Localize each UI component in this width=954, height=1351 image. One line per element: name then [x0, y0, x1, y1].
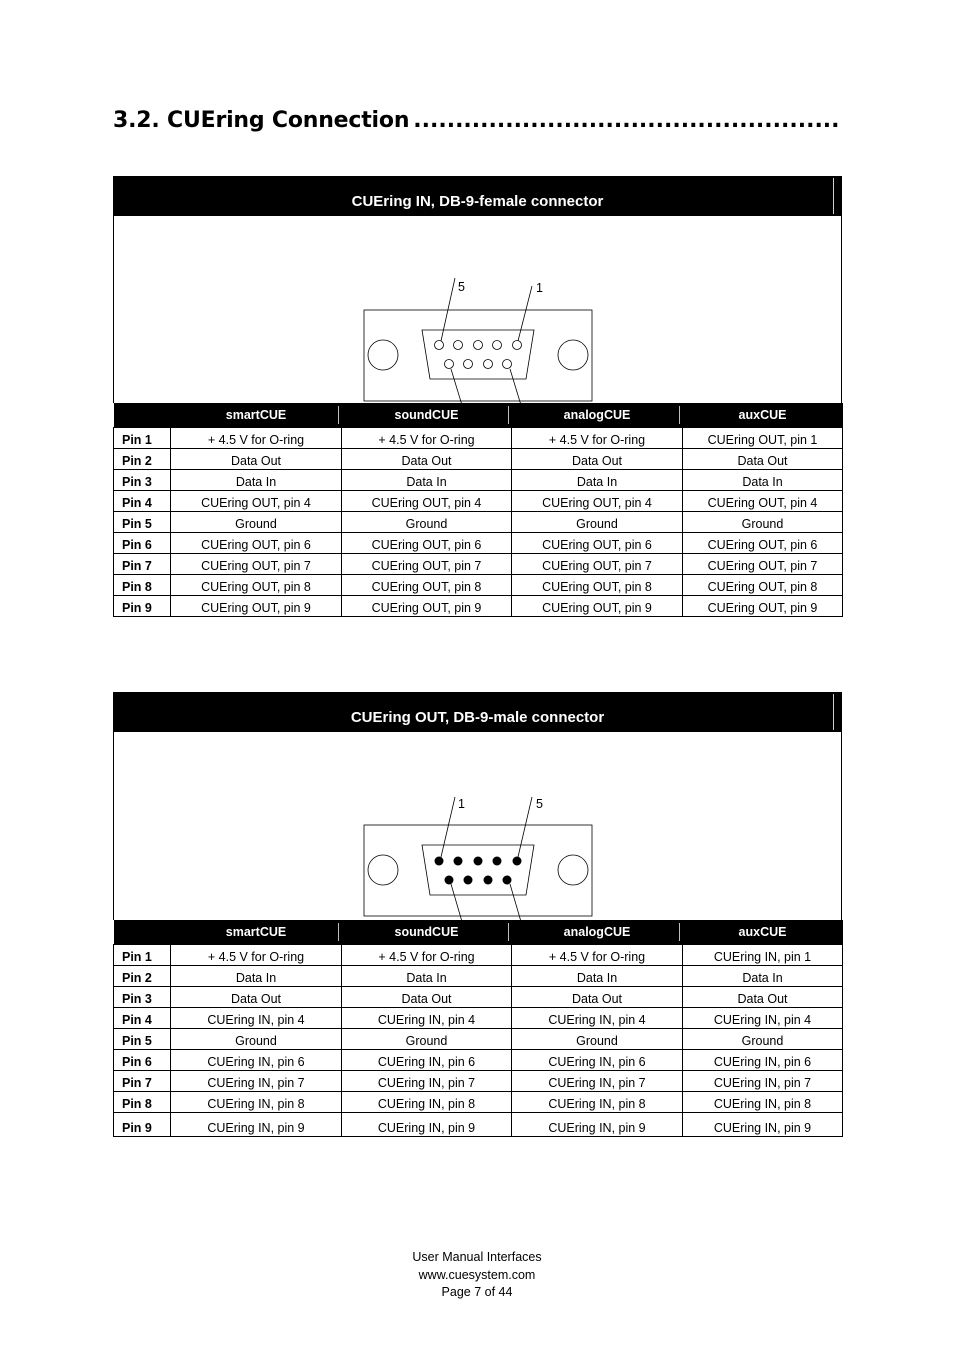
connector-diagram-box: [113, 732, 842, 920]
table-cell: CUEring OUT, pin 8: [171, 575, 342, 596]
table-cell: Data Out: [171, 449, 342, 470]
column-header: [114, 920, 171, 945]
table-row: [114, 1071, 843, 1092]
table-row: [114, 533, 843, 554]
section-heading: [113, 108, 853, 133]
table-row: [114, 1092, 843, 1113]
pin-label-cell: Pin 7: [114, 1071, 171, 1092]
table-cell: CUEring OUT, pin 6: [683, 533, 843, 554]
table-row: [114, 945, 843, 966]
table-cell: Data Out: [512, 449, 683, 470]
column-header-smartcue: smartCUE: [171, 403, 342, 428]
table-cell: + 4.5 V for O-ring: [342, 428, 512, 449]
table-cell: Ground: [342, 1029, 512, 1050]
table-cell: + 4.5 V for O-ring: [171, 428, 342, 449]
table-cell: CUEring IN, pin 4: [342, 1008, 512, 1029]
column-header: [114, 403, 171, 428]
table-row: [114, 987, 843, 1008]
pin-label-cell: Pin 9: [114, 1113, 171, 1137]
table-cell: CUEring IN, pin 9: [342, 1113, 512, 1137]
table-cell: + 4.5 V for O-ring: [512, 428, 683, 449]
table-cell: CUEring IN, pin 9: [512, 1113, 683, 1137]
pin-label-cell: Pin 7: [114, 554, 171, 575]
pin-label-cell: Pin 8: [114, 575, 171, 596]
pin-label-cell: Pin 4: [114, 491, 171, 512]
table-cell: Data In: [171, 470, 342, 491]
cuering-in-section: [113, 176, 842, 617]
pin-label-cell: Pin 6: [114, 1050, 171, 1071]
table-cell: CUEring IN, pin 8: [171, 1092, 342, 1113]
column-header-analogcue: analogCUE: [512, 403, 683, 428]
table-row: [114, 966, 843, 987]
section-title: CUEring OUT, DB-9-male connector: [350, 709, 605, 726]
table-cell: CUEring OUT, pin 6: [342, 533, 512, 554]
table-cell: CUEring OUT, pin 7: [512, 554, 683, 575]
table-row: [114, 1008, 843, 1029]
pin-label-cell: Pin 4: [114, 1008, 171, 1029]
pin-label-cell: Pin 1: [114, 945, 171, 966]
column-header-soundcue: soundCUE: [342, 403, 512, 428]
pin-label-top-left: 5: [458, 280, 465, 294]
table-cell: CUEring OUT, pin 8: [683, 575, 843, 596]
heading-number: 3.2.: [113, 108, 160, 133]
pin-label-cell: Pin 6: [114, 533, 171, 554]
table-cell: CUEring OUT, pin 9: [512, 596, 683, 617]
table-cell: CUEring IN, pin 1: [683, 945, 843, 966]
table-cell: Ground: [683, 512, 843, 533]
table-cell: CUEring IN, pin 6: [512, 1050, 683, 1071]
table-row: [114, 596, 843, 617]
table-cell: CUEring OUT, pin 7: [342, 554, 512, 575]
cuering-out-section: [113, 692, 842, 1137]
column-header-auxcue: auxCUE: [683, 920, 843, 945]
column-header-analogcue: analogCUE: [512, 920, 683, 945]
table-cell: CUEring OUT, pin 6: [512, 533, 683, 554]
table-cell: Data Out: [683, 449, 843, 470]
section-title: CUEring IN, DB-9-female connector: [351, 193, 604, 210]
table-cell: CUEring IN, pin 8: [342, 1092, 512, 1113]
table-cell: Data Out: [342, 449, 512, 470]
table-cell: Data In: [683, 966, 843, 987]
table-cell: CUEring OUT, pin 9: [683, 596, 843, 617]
pinout-table: [113, 403, 843, 617]
table-body: [114, 945, 843, 1137]
table-cell: CUEring IN, pin 7: [683, 1071, 843, 1092]
connector-d-shape: [422, 845, 534, 895]
connector-d-shape: [422, 330, 534, 379]
table-cell: CUEring OUT, pin 4: [512, 491, 683, 512]
table-cell: Data In: [171, 966, 342, 987]
table-cell: + 4.5 V for O-ring: [342, 945, 512, 966]
table-header-row: [114, 403, 843, 428]
table-cell: Data In: [512, 470, 683, 491]
table-cell: CUEring OUT, pin 4: [342, 491, 512, 512]
table-row: [114, 1050, 843, 1071]
table-cell: Data In: [342, 966, 512, 987]
footer-page-number: Page 7 of 44: [441, 1285, 513, 1299]
mounting-hole-left: [368, 855, 398, 885]
table-cell: CUEring OUT, pin 4: [171, 491, 342, 512]
table-row: [114, 512, 843, 533]
table-cell: Data In: [342, 470, 512, 491]
pin-label-cell: Pin 2: [114, 966, 171, 987]
db9-female-connector-diagram: [114, 216, 841, 403]
table-cell: CUEring IN, pin 6: [683, 1050, 843, 1071]
table-cell: CUEring OUT, pin 4: [683, 491, 843, 512]
table-cell: CUEring IN, pin 7: [342, 1071, 512, 1092]
table-cell: Data Out: [171, 987, 342, 1008]
table-row: [114, 428, 843, 449]
table-row: [114, 470, 843, 491]
table-cell: CUEring IN, pin 4: [171, 1008, 342, 1029]
table-row: [114, 554, 843, 575]
table-cell: CUEring IN, pin 6: [171, 1050, 342, 1071]
table-cell: CUEring OUT, pin 8: [342, 575, 512, 596]
page-footer: [0, 1249, 954, 1302]
table-body: [114, 428, 843, 617]
pin-label-cell: Pin 3: [114, 987, 171, 1008]
table-cell: CUEring OUT, pin 1: [683, 428, 843, 449]
pin-label-cell: Pin 1: [114, 428, 171, 449]
pin-label-cell: Pin 8: [114, 1092, 171, 1113]
table-header-row: [114, 920, 843, 945]
table-cell: CUEring IN, pin 8: [512, 1092, 683, 1113]
pin-label-top-left: 1: [458, 797, 465, 811]
connector-diagram-box: [113, 216, 842, 403]
table-cell: CUEring OUT, pin 6: [171, 533, 342, 554]
column-header-auxcue: auxCUE: [683, 403, 843, 428]
table-cell: CUEring OUT, pin 8: [512, 575, 683, 596]
table-cell: + 4.5 V for O-ring: [512, 945, 683, 966]
section-title-bar: [113, 176, 842, 216]
pin-label-cell: Pin 5: [114, 512, 171, 533]
table-row: [114, 575, 843, 596]
pin-label-cell: Pin 3: [114, 470, 171, 491]
footer-website: www.cuesystem.com: [418, 1267, 536, 1282]
mounting-hole-right: [558, 855, 588, 885]
section-title-bar: [113, 692, 842, 732]
table-cell: Ground: [342, 512, 512, 533]
table-row: [114, 1029, 843, 1050]
table-row: [114, 449, 843, 470]
table-cell: + 4.5 V for O-ring: [171, 945, 342, 966]
table-row: [114, 491, 843, 512]
pin-label-cell: Pin 2: [114, 449, 171, 470]
table-cell: Ground: [171, 512, 342, 533]
table-cell: CUEring OUT, pin 7: [683, 554, 843, 575]
pin-label-cell: Pin 9: [114, 596, 171, 617]
table-cell: CUEring IN, pin 9: [171, 1113, 342, 1137]
table-cell: CUEring IN, pin 7: [512, 1071, 683, 1092]
table-cell: CUEring OUT, pin 9: [171, 596, 342, 617]
table-cell: Ground: [683, 1029, 843, 1050]
pin-label-cell: Pin 5: [114, 1029, 171, 1050]
mounting-hole-right: [558, 340, 588, 370]
table-cell: Data In: [683, 470, 843, 491]
table-cell: CUEring IN, pin 6: [342, 1050, 512, 1071]
pin-label-top-right: 5: [536, 797, 543, 811]
table-row: [114, 1113, 843, 1137]
table-cell: CUEring IN, pin 4: [683, 1008, 843, 1029]
table-cell: CUEring IN, pin 4: [512, 1008, 683, 1029]
pinout-table: [113, 920, 843, 1137]
table-cell: Ground: [171, 1029, 342, 1050]
table-cell: Data Out: [342, 987, 512, 1008]
table-cell: Data Out: [512, 987, 683, 1008]
heading-leader-dots: ...................................................: [413, 108, 840, 133]
mounting-hole-left: [368, 340, 398, 370]
footer-document-title: User Manual Interfaces: [412, 1250, 542, 1264]
heading-title: CUEring Connection: [167, 108, 410, 133]
table-cell: Ground: [512, 1029, 683, 1050]
table-cell: CUEring IN, pin 7: [171, 1071, 342, 1092]
table-cell: Ground: [512, 512, 683, 533]
pin-label-top-right: 1: [536, 281, 543, 295]
column-header-soundcue: soundCUE: [342, 920, 512, 945]
table-cell: CUEring OUT, pin 9: [342, 596, 512, 617]
table-cell: Data In: [512, 966, 683, 987]
column-header-smartcue: smartCUE: [171, 920, 342, 945]
table-cell: Data Out: [683, 987, 843, 1008]
table-cell: CUEring OUT, pin 7: [171, 554, 342, 575]
db9-male-connector-diagram: [114, 732, 841, 920]
table-cell: CUEring IN, pin 8: [683, 1092, 843, 1113]
table-cell: CUEring IN, pin 9: [683, 1113, 843, 1137]
